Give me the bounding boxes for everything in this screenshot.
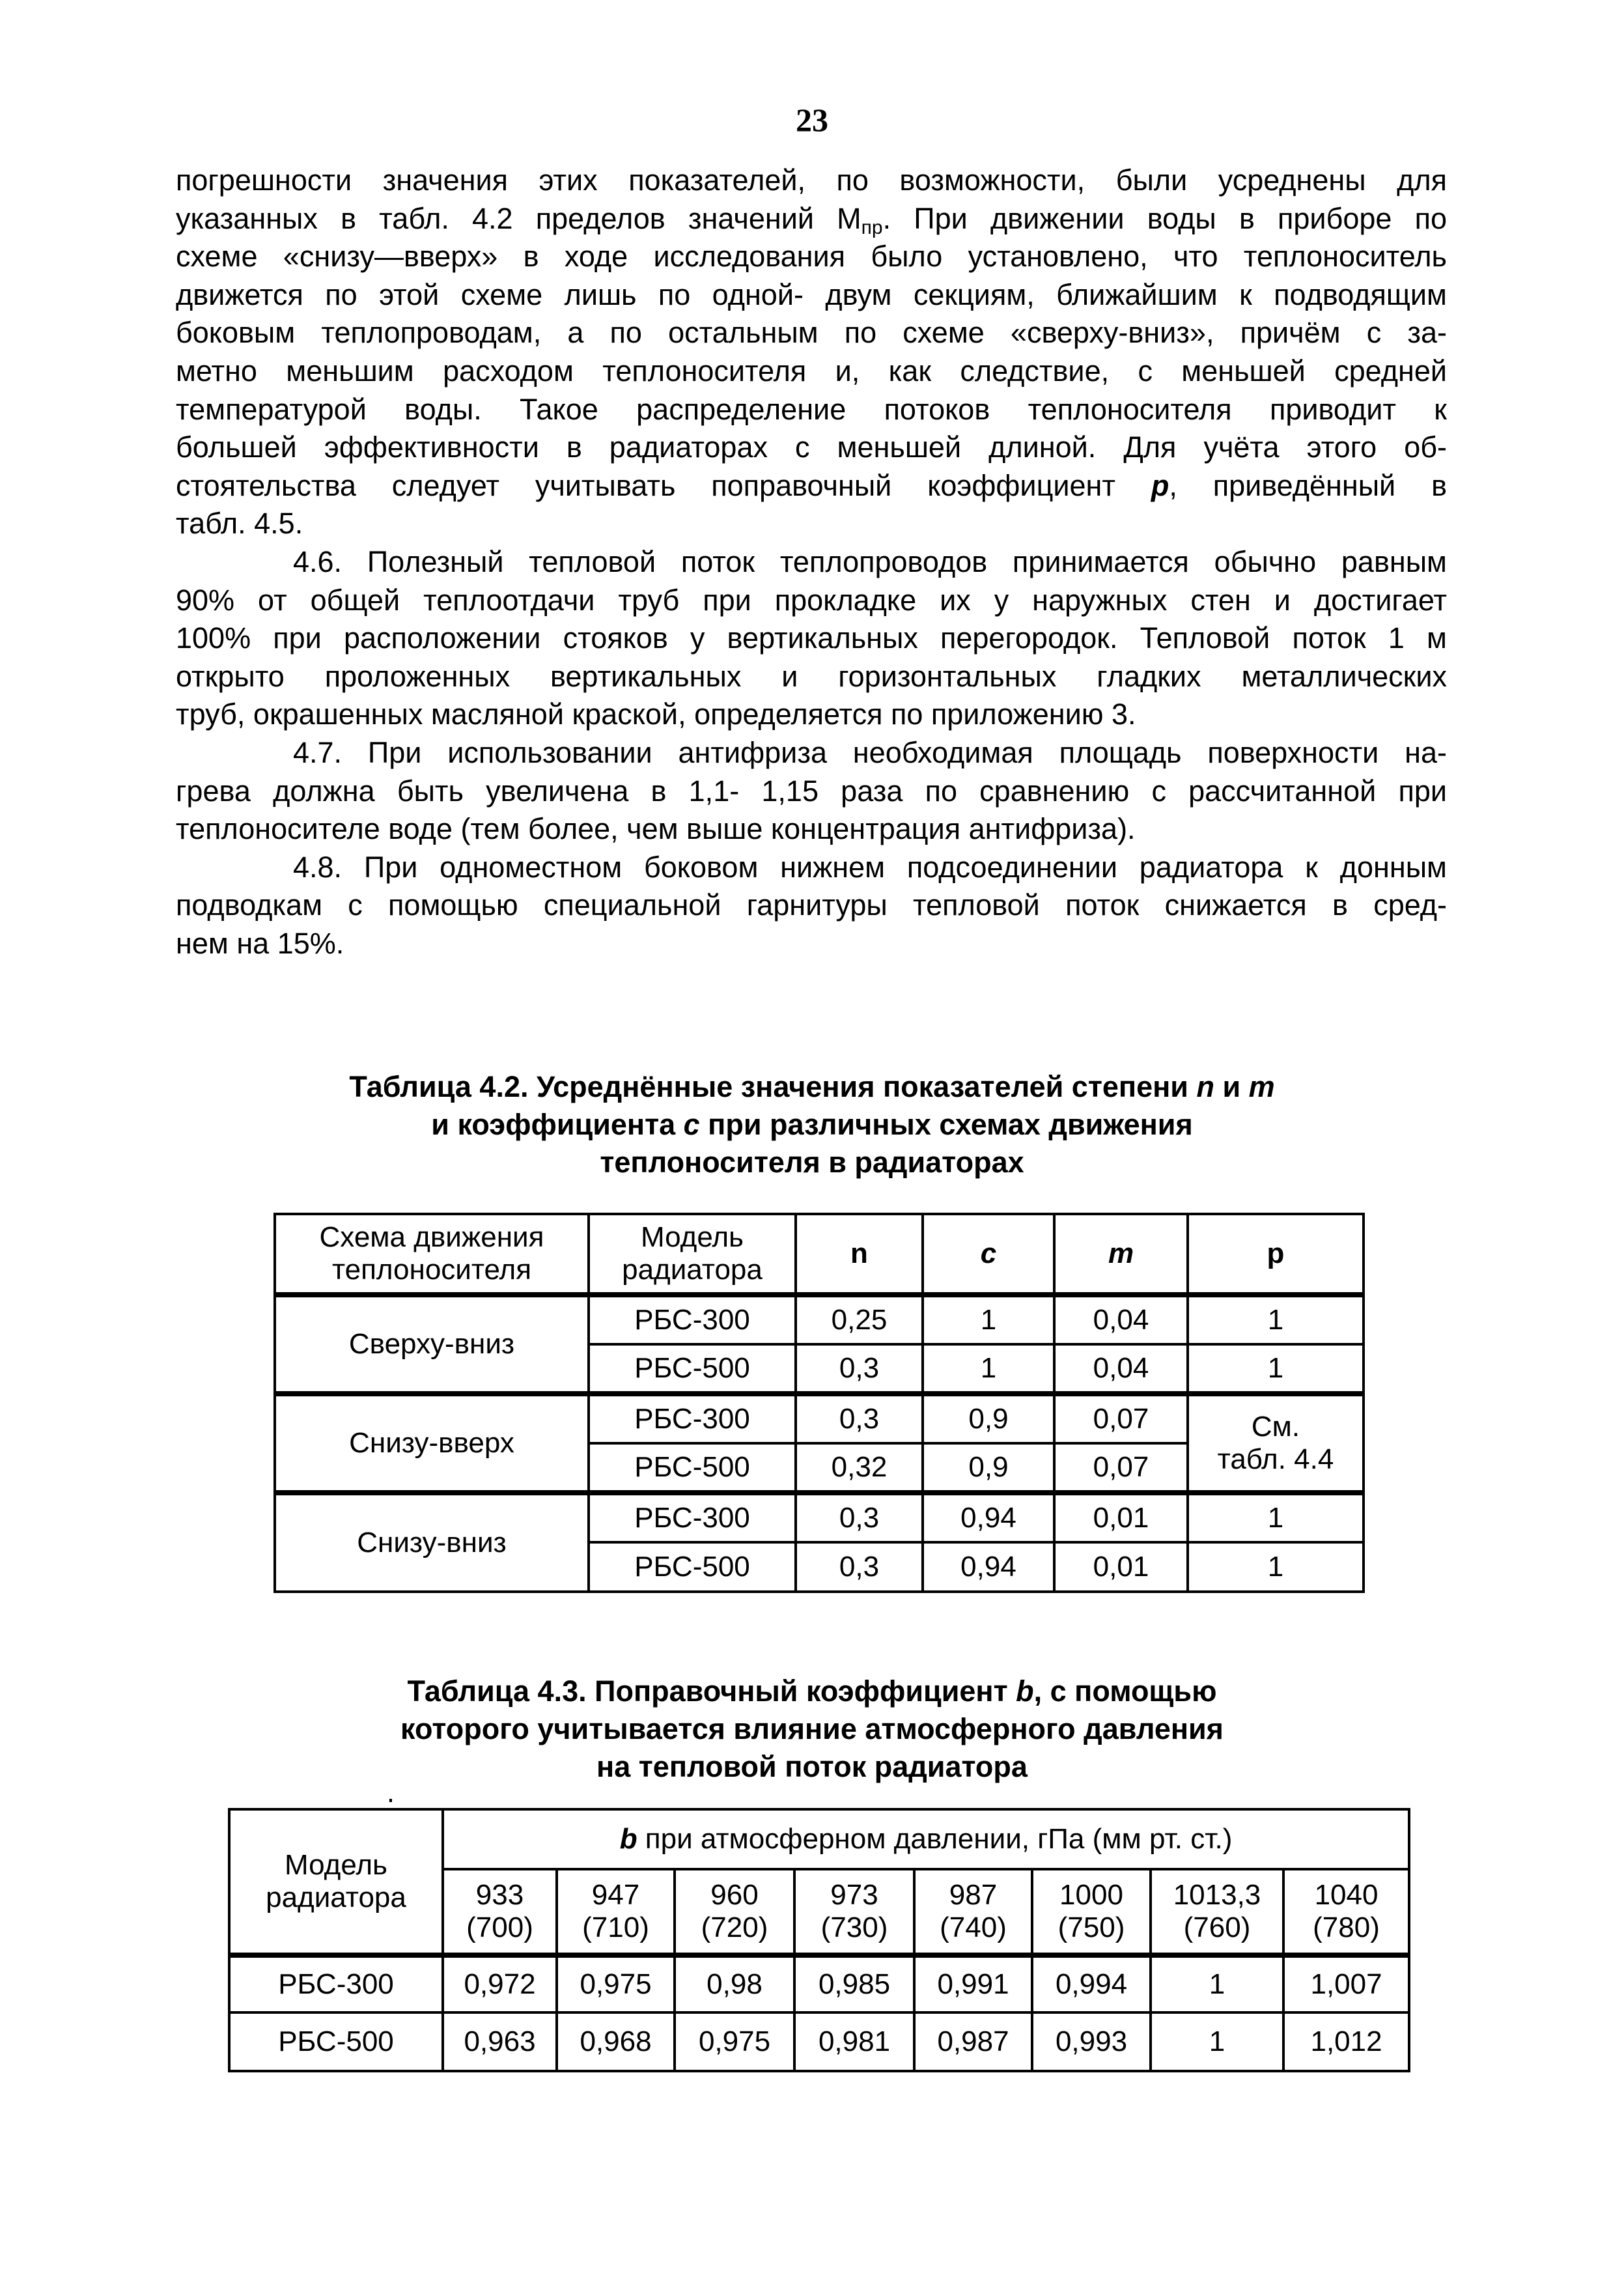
text-line: грева должна быть увеличена в 1,1- 1,15 раза по сравнению с рассчитанной при [176,774,1447,808]
b-value-cell: 0,994 [1032,1955,1151,2012]
header-c: c [923,1214,1054,1295]
b-value-cell: 0,972 [443,1955,557,2012]
caption-text: Таблица 4.2. Усреднённые значения показателей степени [349,1070,1197,1103]
text-line: движется по этой схеме лишь по одной- двум секциям, ближайшим к подводящим [176,277,1447,311]
symbol-n: n [1196,1070,1214,1103]
pressure-mmhg: (760) [1183,1912,1251,1943]
table-4-3-caption [0,1672,1624,1786]
n-cell: 0,32 [796,1443,923,1493]
text-fragment: . При движении воды в приборе по [882,201,1448,235]
pressure-hpa: 933 [475,1879,524,1911]
c-cell: 0,94 [923,1542,1054,1592]
table-row [275,1394,1364,1443]
m-cell: 0,01 [1054,1542,1188,1592]
table-row [275,1493,1364,1542]
scheme-cell: Снизу-вверх [275,1394,589,1493]
m-cell: 0,07 [1054,1394,1188,1443]
b-value-cell: 0,975 [675,2012,794,2071]
symbol-m: m [1248,1070,1275,1103]
pressure-mmhg: (780) [1313,1912,1380,1943]
b-value-cell: 0,981 [794,2012,914,2071]
text-line: боковым теплопроводам, а по остальным по схеме «сверху-вниз», причём с за- [176,316,1447,350]
text-line [176,200,1447,238]
header-model [589,1214,796,1295]
symbol-c: c [683,1108,700,1141]
header-p: p [1188,1214,1364,1295]
header-scheme [275,1214,589,1295]
caption-text: и коэффициента [431,1108,684,1141]
table-row [229,1955,1409,2012]
page-number: 23 [796,102,828,138]
header-model [229,1809,443,1955]
pressure-hpa: 987 [949,1879,998,1911]
pressure-hpa: 1040 [1314,1879,1379,1911]
table-row [229,2012,1409,2071]
caption-line [0,1068,1624,1106]
n-cell: 0,3 [796,1344,923,1394]
text-line: табл. 4.5. [176,507,303,541]
paragraph-4-8: 4.8. При одноместном боковом нижнем подсоединении радиатора к донным [293,850,1447,884]
b-value-cell: 0,993 [1032,2012,1151,2071]
header-pressure [675,1869,794,1955]
pressure-hpa: 973 [830,1879,878,1911]
header-n: n [796,1214,923,1295]
header-text: теплоносителя [331,1254,532,1286]
p-cell: 1 [1188,1542,1364,1592]
model-cell: РБС-500 [589,1542,796,1592]
header-text: радиатора [622,1254,763,1286]
p-cell: 1 [1188,1344,1364,1394]
scheme-cell: Сверху-вниз [275,1295,589,1394]
header-pressure-group [443,1809,1409,1869]
b-value-cell: 0,987 [914,2012,1032,2071]
caption-text: , с помощью [1033,1674,1217,1708]
table-header-row [275,1214,1364,1295]
header-pressure [794,1869,914,1955]
scan-artifact-dot [389,1799,392,1802]
pressure-hpa: 1000 [1059,1879,1123,1911]
table-header-row [229,1809,1409,1869]
pressure-mmhg: (730) [820,1912,888,1943]
model-cell: РБС-500 [589,1344,796,1394]
n-cell: 0,25 [796,1295,923,1344]
c-cell: 0,9 [923,1394,1054,1443]
model-cell: РБС-300 [589,1493,796,1542]
c-cell: 0,94 [923,1493,1054,1542]
text-line [176,467,1447,505]
text-line: схеме «снизу—вверх» в ходе исследования было установлено, что теплоноситель [176,240,1447,274]
header-pressure [914,1869,1032,1955]
body-text [176,162,1447,963]
symbol-b: b [1016,1674,1034,1708]
pressure-mmhg: (720) [701,1912,768,1943]
b-value-cell: 0,975 [557,1955,675,2012]
header-text: Модель [641,1221,744,1253]
text-line: большей эффективности в радиаторах с меньшей длиной. Для учёта этого об- [176,430,1447,464]
pressure-hpa: 947 [591,1879,640,1911]
b-value-cell: 1 [1151,2012,1283,2071]
text-line: труб, окрашенных масляной краской, определяется по приложению 3. [176,698,1136,731]
b-value-cell: 0,991 [914,1955,1032,2012]
header-pressure [557,1869,675,1955]
header-pressure [1151,1869,1283,1955]
b-value-cell: 0,985 [794,1955,914,2012]
p-cell: 1 [1188,1295,1364,1344]
model-cell: РБС-300 [589,1295,796,1344]
text-line: погрешности значения этих показателей, по возможности, были усреднены для [176,163,1447,197]
b-value-cell: 1,007 [1283,1955,1409,2012]
scheme-cell: Снизу-вниз [275,1493,589,1592]
text-fragment: , приведённый в [1169,468,1447,502]
caption-text: при различных схемах движения [699,1108,1193,1141]
pressure-mmhg: (700) [466,1912,533,1943]
caption-line: на тепловой поток радиатора [596,1750,1028,1783]
symbol-b: b [619,1823,637,1855]
text-fragment: стоятельства следует учитывать поправочный коэффициент [176,468,1151,502]
text-line: 100% при расположении стояков у вертикальных перегородок. Тепловой поток 1 м [176,621,1447,655]
caption-line [0,1672,1624,1710]
b-value-cell: 1 [1151,1955,1283,2012]
caption-text: и [1214,1070,1249,1103]
header-pressure [1032,1869,1151,1955]
paragraph-4-6: 4.6. Полезный тепловой поток теплопроводов принимается обычно равным [293,544,1447,578]
p-cell-merged [1188,1394,1364,1493]
b-value-cell: 0,98 [675,1955,794,2012]
symbol-p: p [1151,468,1169,502]
pressure-hpa: 1013,3 [1173,1879,1261,1911]
subscript: пр [861,216,883,238]
p-ref-text: См. [1251,1411,1300,1443]
pressure-mmhg: (710) [582,1912,649,1943]
m-cell: 0,04 [1054,1344,1188,1394]
caption-line: теплоносителя в радиаторах [600,1146,1024,1179]
text-line: теплоносителе воде (тем более, чем выше концентрация антифриза). [176,812,1136,846]
text-line: температурой воды. Такое распределение потоков теплоносителя приводит к [176,392,1447,426]
n-cell: 0,3 [796,1493,923,1542]
header-m: m [1054,1214,1188,1295]
p-ref-text: табл. 4.4 [1217,1443,1334,1475]
paragraph-4-7: 4.7. При использовании антифриза необходимая площадь поверхности на- [293,735,1447,769]
c-cell: 1 [923,1344,1054,1394]
caption-text: Таблица 4.3. Поправочный коэффициент [407,1674,1016,1708]
n-cell: 0,3 [796,1394,923,1443]
text-line: метно меньшим расходом теплоносителя и, как следствие, с меньшей средней [176,354,1447,388]
text-line: подводкам с помощью специальной гарнитуры тепловой поток снижается в сред- [176,888,1447,922]
text-line: нем на 15%. [176,926,344,960]
pressure-mmhg: (740) [940,1912,1007,1943]
c-cell: 1 [923,1295,1054,1344]
model-cell: РБС-500 [589,1443,796,1493]
table-4-2-caption [0,1068,1624,1181]
header-text: радиатора [266,1882,406,1913]
model-cell: РБС-300 [229,1955,443,2012]
header-text: Схема движения [319,1221,544,1253]
header-text: при атмосферном давлении, гПа (мм рт. ст.) [637,1823,1233,1855]
b-value-cell: 1,012 [1283,2012,1409,2071]
text-line: открыто проложенных вертикальных и горизонтальных гладких металлических [176,659,1447,693]
header-pressure [443,1869,557,1955]
m-cell: 0,07 [1054,1443,1188,1493]
model-cell: РБС-500 [229,2012,443,2071]
table-4-2 [273,1213,1365,1593]
table-4-3 [228,1808,1410,2072]
text-fragment: указанных в табл. 4.2 пределов значений M [176,201,861,235]
n-cell: 0,3 [796,1542,923,1592]
c-cell: 0,9 [923,1443,1054,1493]
table-row [275,1295,1364,1344]
m-cell: 0,01 [1054,1493,1188,1542]
header-text: Модель [285,1849,387,1881]
model-cell: РБС-300 [589,1394,796,1443]
p-cell: 1 [1188,1493,1364,1542]
b-value-cell: 0,968 [557,2012,675,2071]
b-value-cell: 0,963 [443,2012,557,2071]
pressure-hpa: 960 [710,1879,759,1911]
caption-line: которого учитывается влияние атмосферного давления [400,1712,1224,1745]
m-cell: 0,04 [1054,1295,1188,1344]
header-pressure [1283,1869,1409,1955]
pressure-mmhg: (750) [1057,1912,1125,1943]
caption-line [0,1106,1624,1144]
text-line: 90% от общей теплоотдачи труб при прокладке их у наружных стен и достигает [176,583,1447,617]
